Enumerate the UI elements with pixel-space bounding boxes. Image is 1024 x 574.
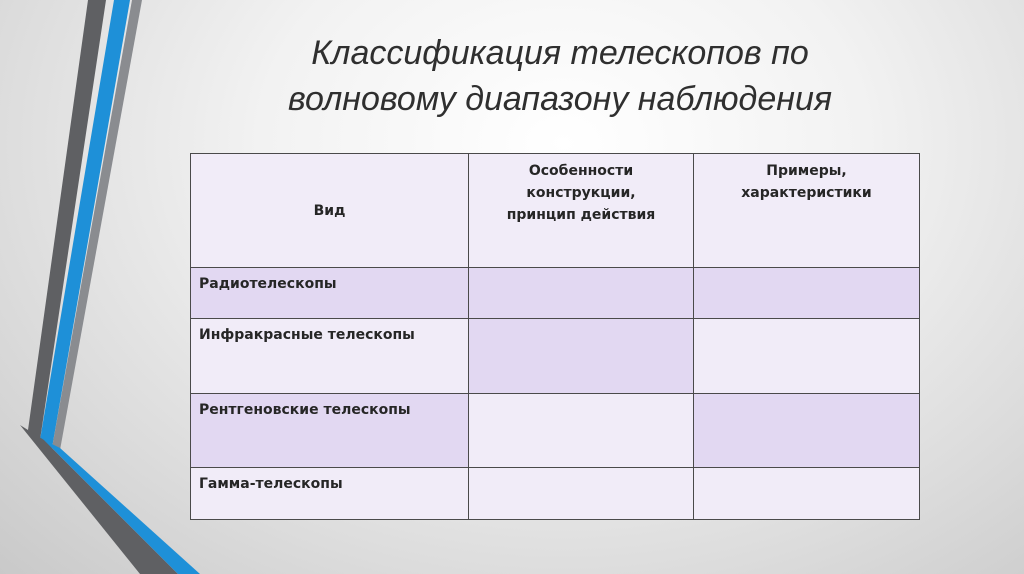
row-examples-cell [694, 468, 920, 520]
header-examples-line: Примеры, [766, 163, 847, 179]
header-construction-line: конструкции, [526, 185, 636, 201]
row-type-cell: Гамма-телескопы [191, 468, 469, 520]
row-examples-cell [694, 268, 920, 319]
table-row [191, 268, 920, 319]
row-construction-cell [469, 319, 694, 394]
header-construction [469, 154, 694, 268]
header-type [191, 154, 469, 268]
row-examples-cell [694, 394, 920, 468]
stripe-gray-lower [20, 425, 178, 574]
slide-title [200, 30, 920, 122]
table-row [191, 468, 920, 520]
title-line-1: Классификация телескопов по [311, 34, 809, 72]
row-type-cell: Инфракрасные телескопы [191, 319, 469, 394]
row-examples-cell [694, 319, 920, 394]
header-type-label: Вид [313, 202, 346, 219]
header-examples [694, 154, 920, 268]
row-construction-cell [469, 468, 694, 520]
header-construction-line: принцип действия [506, 207, 656, 223]
title-line-2: волновому диапазону наблюдения [287, 80, 833, 118]
row-construction-cell [469, 394, 694, 468]
header-construction-line: Особенности [528, 163, 634, 179]
row-type-cell: Рентгеновские телескопы [191, 394, 469, 468]
table-row [191, 319, 920, 394]
stripe-blue-lower [44, 440, 200, 574]
row-construction-cell [469, 268, 694, 319]
table-header-row [191, 154, 920, 268]
decorative-stripes [0, 0, 200, 574]
row-type-cell: Радиотелескопы [191, 268, 469, 319]
table-row [191, 394, 920, 468]
classification-table [190, 153, 920, 520]
header-examples-line: характеристики [741, 185, 872, 201]
